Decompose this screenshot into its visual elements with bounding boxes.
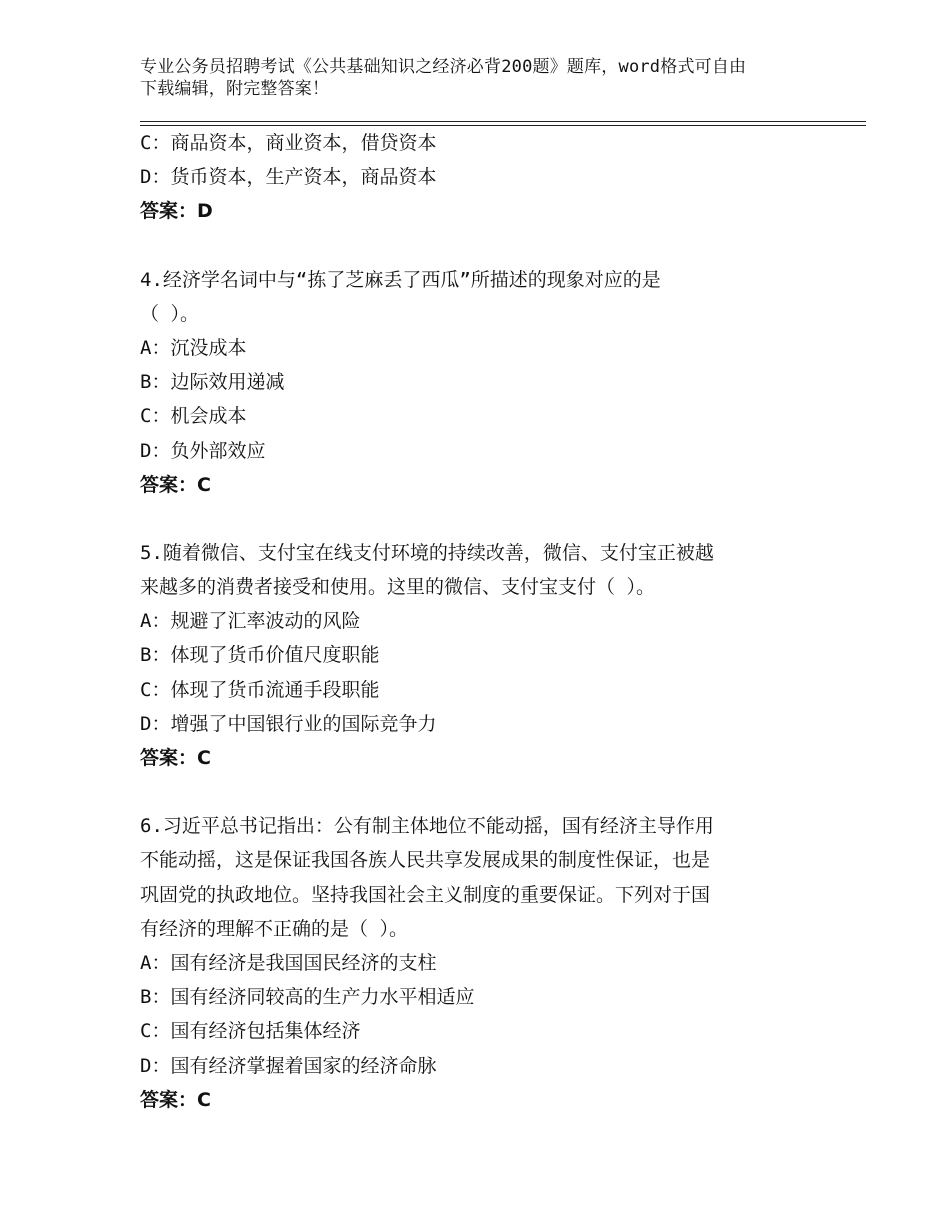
question-text: 6.习近平总书记指出：公有制主体地位不能动摇，国有经济主导作用 — [140, 815, 714, 838]
question-6 — [140, 809, 800, 1117]
question-text: 有经济的理解不正确的是（ ）。 — [140, 917, 408, 940]
question-5 — [140, 536, 800, 775]
question-content — [140, 126, 800, 1117]
page-header — [140, 56, 820, 100]
question-text: 5.随着微信、支付宝在线支付环境的持续改善，微信、支付宝正被越 — [140, 541, 714, 564]
option-d: D：货币资本，生产资本，商品资本 — [140, 166, 437, 189]
header-line: 下载编辑，附完整答案！ — [140, 79, 330, 99]
question-text: 4.经济学名词中与“拣了芝麻丢了西瓜”所描述的现象对应的是 — [140, 268, 661, 291]
header-divider — [140, 121, 866, 122]
question-text: （ ）。 — [140, 302, 199, 325]
option-a: A：国有经济是我国国民经济的支柱 — [140, 951, 437, 974]
previous-question-tail — [140, 126, 800, 229]
option-d: D：增强了中国银行业的国际竞争力 — [140, 712, 437, 735]
option-c: C：国有经济包括集体经济 — [140, 1020, 361, 1043]
option-b: B：国有经济同较高的生产力水平相适应 — [140, 986, 475, 1009]
answer: 答案：D — [140, 200, 213, 223]
option-c: C：机会成本 — [140, 405, 247, 428]
answer: 答案：C — [140, 747, 211, 769]
option-a: A：规避了汇率波动的风险 — [140, 610, 361, 633]
option-c: C：商品资本，商业资本，借贷资本 — [140, 132, 437, 154]
option-d: D：国有经济掌握着国家的经济命脉 — [140, 1054, 437, 1077]
answer: 答案：C — [140, 1088, 211, 1111]
option-d: D：负外部效应 — [140, 439, 266, 462]
question-text: 来越多的消费者接受和使用。这里的微信、支付宝支付（ ）。 — [140, 576, 655, 599]
answer: 答案：C — [140, 473, 211, 496]
question-text: 不能动摇，这是保证我国各族人民共享发展成果的制度性保证，也是 — [140, 849, 711, 872]
option-a: A：沉没成本 — [140, 336, 247, 359]
question-4 — [140, 263, 800, 502]
option-b: B：边际效用递减 — [140, 371, 285, 394]
header-line: 专业公务员招聘考试《公共基础知识之经济必背200题》题库，word格式可自由 — [140, 57, 747, 77]
question-text: 巩固党的执政地位。坚持我国社会主义制度的重要保证。下列对于国 — [140, 883, 711, 906]
option-b: B：体现了货币价值尺度职能 — [140, 644, 380, 667]
option-c: C：体现了货币流通手段职能 — [140, 678, 380, 701]
